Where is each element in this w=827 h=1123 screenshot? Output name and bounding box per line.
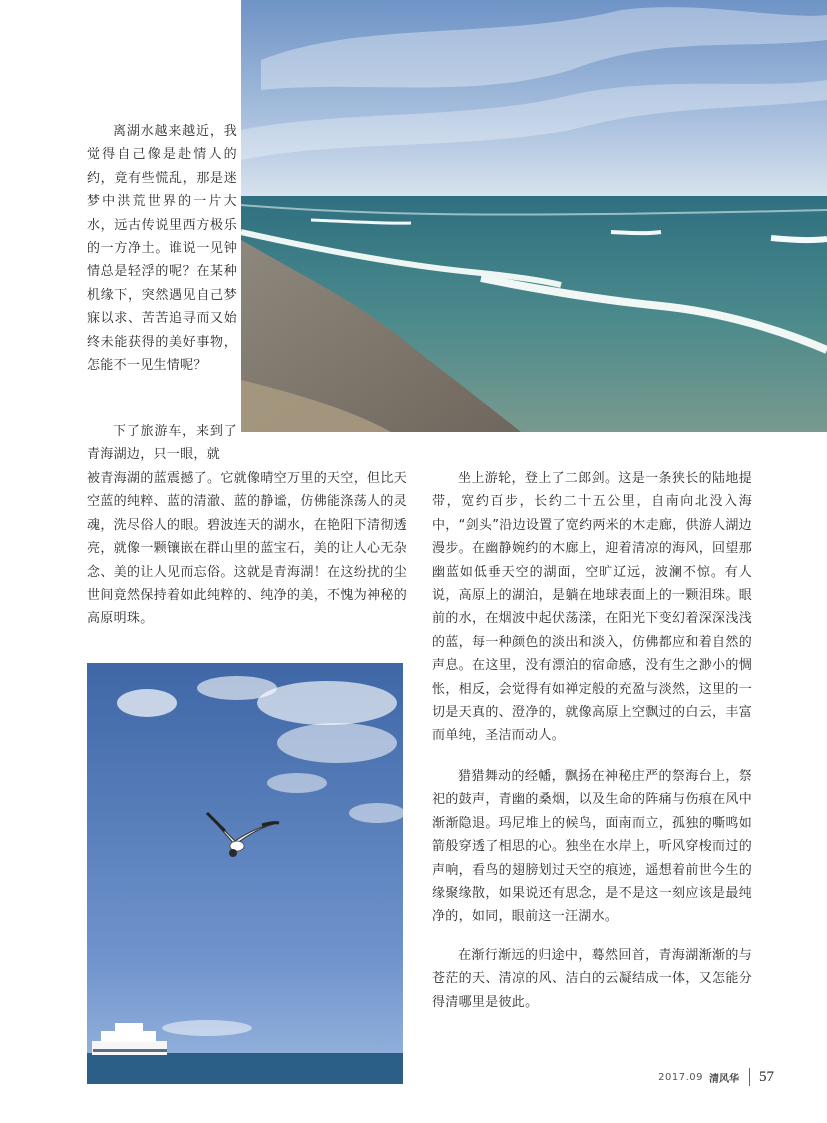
paragraph-prayer-flags: 猎猎舞动的经幡，飘扬在神秘庄严的祭海台上，祭祀的鼓声，青幽的桑烟，以及生命的阵痛与伤痕在风中渐渐隐退。玛尼堆上的候鸟，面南而立，孤独的嘶鸣如箭般穿透了相思的心。独坐在水岸上，听风穿梭而过的声响，看鸟的翅膀划过天空的痕迹，遥想着前世今生的缘聚缘散，如果说还有思念，是不是这一刻应该是最纯净的，如同，眼前这一汪湖水。 — [432, 769, 752, 925]
page-number: 57 — [759, 1068, 774, 1085]
page-footer — [658, 1066, 774, 1088]
magazine-name: 清风华 — [709, 1073, 739, 1085]
paragraph-erlang-sword: 坐上游轮，登上了二郎剑。这是一条狭长的陆地提带，宽约百步，长约二十五公里，自南向北没入海中，“剑头”沿边设置了宽约两米的木走廊，供游人湖边漫步。在幽静婉约的木廊上，迎着清凉的海风，回望那幽蓝如低垂天空的湖面，空旷辽远，波澜不惊。有人说，高原上的湖泊，是躺在地球表面上的一颗泪珠。眼前的水，在烟波中起伏荡漾，在阳光下变幻着深深浅浅的蓝，每一种颜色的淡出和淡入，仿佛都应和着自然的声息。在这里，没有漂泊的宿命感，没有生之渺小的惆怅，相反，会觉得有如禅定般的充盈与淡然，这里的一切是天真的、澄净的，就像高原上空飘过的白云，丰富而单纯，圣洁而动人。 — [432, 471, 752, 744]
paragraph-arrival-start: 下了旅游车，来到了青海湖边，只一眼，就 — [87, 424, 237, 463]
footer-divider — [749, 1068, 750, 1086]
issue-date: 2017.09 — [658, 1071, 703, 1083]
paragraph-arrival-continued: 被青海湖的蓝震撼了。它就像晴空万里的天空，但比天空蓝的纯粹、蓝的清澈、蓝的静谧，仿佛能涤荡人的灵魂，洗尽俗人的眼。碧波连天的湖水，在艳阳下清彻透亮，就像一颗镶嵌在群山里的蓝宝石，美的让人心无杂念、美的让人见而忘俗。这就是青海湖！在这纷扰的尘世间竟然保持着如此纯粹的、纯净的美，不愧为神秘的高原明珠。 — [87, 471, 407, 627]
lake-shore-waves-image — [241, 0, 827, 432]
paragraph-approach-lake: 离湖水越来越近，我觉得自己像是赴情人的约，竟有些慌乱，那是迷梦中洪荒世界的一片大水，远古传说里西方极乐的一方净土。谁说一见钟情总是轻浮的呢？在某种机缘下，突然遇见自己梦寐以求、苦苦追寻而又始终未能获得的美好事物，怎能不一见生情呢？ — [87, 124, 237, 374]
lake-photo — [241, 0, 827, 432]
paragraph-return-journey: 在渐行渐远的归途中，蓦然回首，青海湖渐渐的与苍茫的天、清凉的风、洁白的云凝结成一体，又怎能分得清哪里是彼此。 — [432, 948, 752, 1010]
seagull-sky-boat-image — [87, 663, 403, 1084]
seagull-photo — [87, 663, 403, 1084]
